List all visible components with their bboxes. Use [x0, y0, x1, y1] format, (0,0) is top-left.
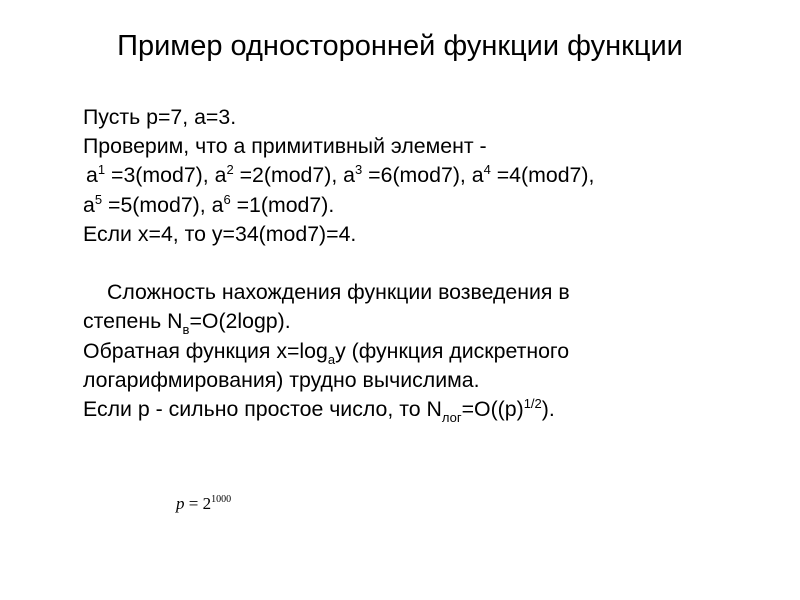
text-segment: =2(mod7), a [233, 163, 356, 188]
text-line-5: Если x=4, то y=34(mod7)=4. [83, 221, 357, 246]
formula-lhs: p [176, 494, 185, 513]
text-segment: ). [541, 396, 555, 421]
formula-eq: = [184, 494, 203, 513]
subscript-log: лог [441, 409, 462, 425]
formula-base: 2 [202, 494, 212, 513]
text-line-10 [83, 395, 773, 424]
text-segment: =O(2logp). [189, 309, 291, 334]
slide-title: Пример односторонней функции функции [117, 30, 683, 62]
text-segment: =1(mod7). [230, 192, 335, 217]
text-line-1: Пусть p=7, a=3. [83, 105, 237, 129]
text-segment: Обратная функция x=log [83, 338, 328, 363]
exponent-2: 2 [226, 162, 234, 178]
text-segment: =3(mod7), a [105, 163, 227, 188]
subscript-a: a [327, 351, 336, 367]
text-line-6: Сложность нахождения функции возведения в [107, 280, 570, 305]
formula-exponent: 1000 [211, 494, 232, 505]
formula-p-equals-2-pow-1000 [176, 494, 231, 514]
text-line-8 [83, 337, 773, 366]
exponent-1: 1 [97, 162, 106, 178]
subscript-v: в [182, 322, 190, 338]
text-segment: =6(mod7), a [362, 163, 484, 188]
text-segment: степень N [83, 309, 183, 334]
text-line-3 [83, 161, 773, 190]
blank-line [83, 249, 773, 278]
slide-body [83, 103, 773, 424]
exponent-5: 5 [94, 191, 103, 207]
exponent-half: 1/2 [523, 395, 542, 411]
text-a: a [86, 163, 98, 188]
text-segment: =4(mod7), [490, 163, 595, 188]
text-line-4 [83, 191, 773, 220]
text-segment: =5(mod7), a [102, 192, 224, 217]
text-segment: Если p - сильно простое число, то N [83, 396, 442, 421]
text-segment: =O((p) [461, 396, 524, 421]
text-line-2: Проверим, что a примитивный элемент - [83, 134, 487, 159]
exponent-3: 3 [355, 162, 363, 178]
exponent-6: 6 [223, 191, 231, 207]
text-segment: y (функция дискретного [335, 338, 570, 363]
text-a: a [83, 192, 95, 217]
exponent-4: 4 [483, 162, 491, 178]
text-line-9: логарифмирования) трудно вычислима. [83, 367, 480, 392]
text-line-7 [83, 307, 773, 336]
